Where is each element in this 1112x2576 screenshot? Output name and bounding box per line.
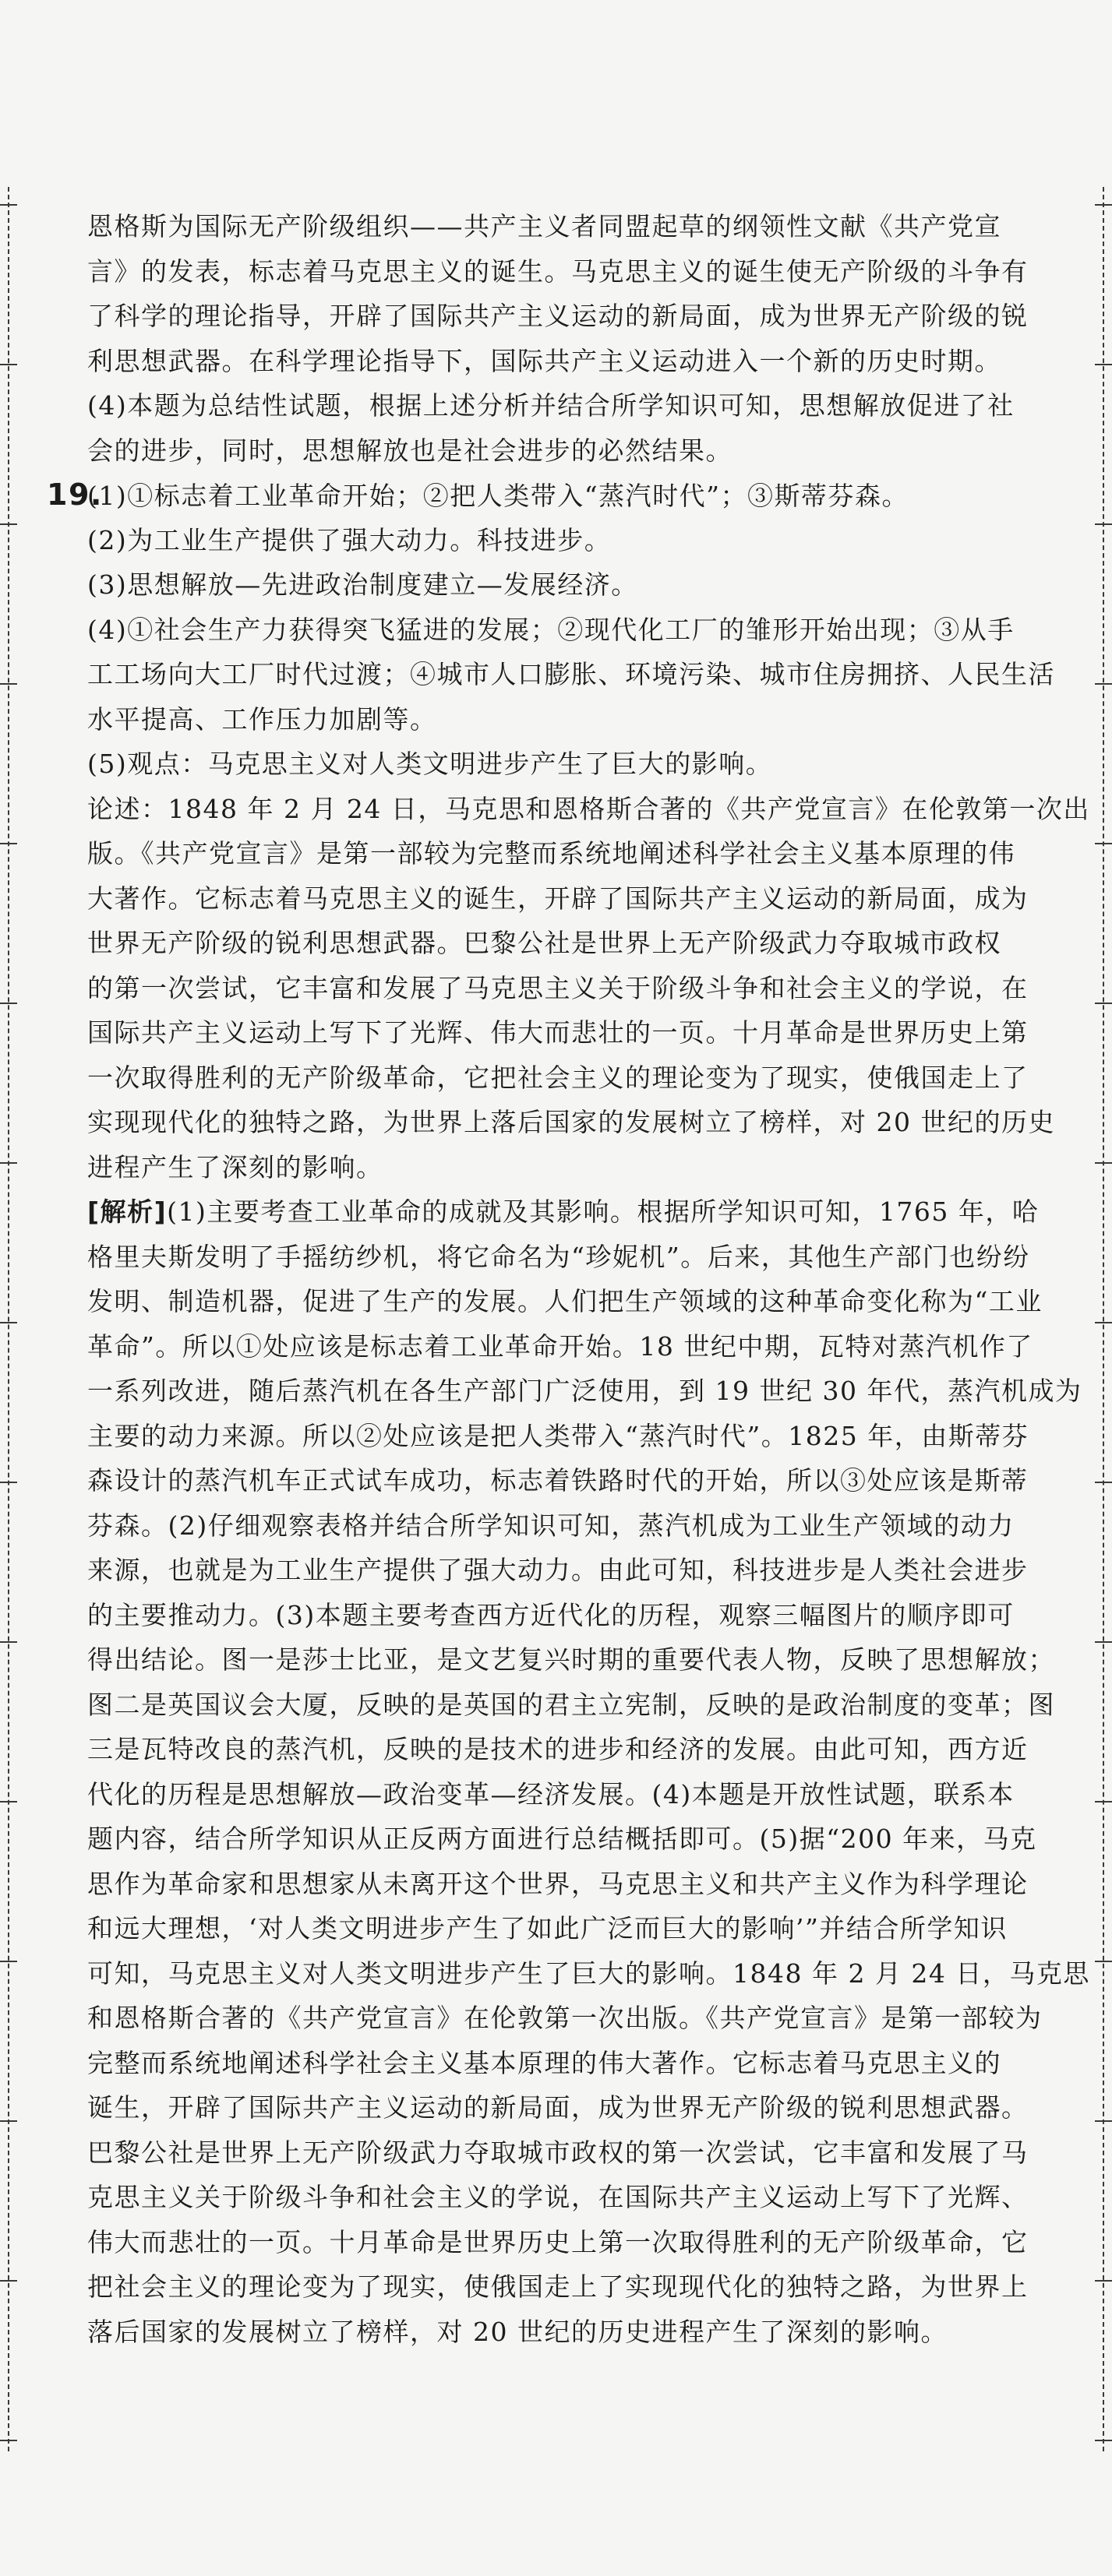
binding-tick [1095, 1482, 1112, 1483]
binding-tick [0, 1162, 17, 1164]
binding-tick [1095, 1322, 1112, 1323]
answer-line: 论述：1848 年 2 月 24 日，马克思和恩格斯合著的《共产党宣言》在伦敦第一次出 [87, 793, 1090, 824]
answer-line: 一次取得胜利的无产阶级革命，它把社会主义的理论变为了现实，使俄国走上了 [87, 1062, 1029, 1093]
binding-tick [0, 364, 17, 365]
analysis-line: 思作为革命家和思想家从未离开这个世界，马克思主义和共产主义作为科学理论 [87, 1868, 1029, 1899]
answer-line: 的第一次尝试，它丰富和发展了马克思主义关于阶级斗争和社会主义的学说，在 [87, 972, 1029, 1003]
answer-line: 进程产生了深刻的影响。 [87, 1151, 383, 1182]
analysis-line: 代化的历程是思想解放—政治变革—经济发展。(4)本题是开放性试题，联系本 [87, 1778, 1015, 1810]
text-line: (4)本题为总结性试题，根据上述分析并结合所学知识可知，思想解放促进了社 [87, 390, 1015, 421]
analysis-line: 图二是英国议会大厦，反映的是英国的君主立宪制，反映的是政治制度的变革；图 [87, 1689, 1055, 1720]
binding-line-left [8, 187, 9, 2451]
answer-line: 实现现代化的独特之路，为世界上落后国家的发展树立了榜样，对 20 世纪的历史 [87, 1107, 1055, 1137]
analysis-line: 把社会主义的理论变为了现实，使俄国走上了实现现代化的独特之路，为世界上 [87, 2271, 1029, 2302]
answer-line: (4)①社会生产力获得突飞猛进的发展；②现代化工厂的雏形开始出现；③从手 [87, 614, 1015, 645]
binding-tick [1095, 364, 1112, 365]
binding-tick [1095, 1961, 1112, 1962]
analysis-line: 巴黎公社是世界上无产阶级武力夺取城市政权的第一次尝试，它丰富和发展了马 [87, 2137, 1029, 2168]
analysis-line: 可知，马克思主义对人类文明进步产生了巨大的影响。1848 年 2 月 24 日，马克思 [87, 1958, 1090, 1989]
analysis-line: 伟大而悲壮的一页。十月革命是世界历史上第一次取得胜利的无产阶级革命，它 [87, 2226, 1029, 2257]
binding-tick [0, 2440, 17, 2441]
binding-tick [1095, 1003, 1112, 1004]
binding-tick [0, 1482, 17, 1483]
analysis-line: 三是瓦特改良的蒸汽机，反映的是技术的进步和经济的发展。由此可知，西方近 [87, 1734, 1029, 1764]
binding-tick [0, 1961, 17, 1962]
binding-tick [0, 1641, 17, 1643]
binding-tick [0, 2120, 17, 2122]
binding-tick [0, 1801, 17, 1802]
analysis-line: 主要的动力来源。所以②处应该是把人类带入“蒸汽时代”。1825 年，由斯蒂芬 [87, 1420, 1029, 1451]
binding-tick [1095, 683, 1112, 685]
analysis-line: (1)主要考查工业革命的成就及其影响。根据所学知识可知，1765 年，哈 [167, 1196, 1040, 1227]
answer-line: (1)①标志着工业革命开始；②把人类带入“蒸汽时代”；③斯蒂芬森。 [87, 481, 909, 511]
analysis-line: 来源，也就是为工业生产提供了强大动力。由此可知，科技进步是人类社会进步 [87, 1555, 1029, 1585]
answer-lines [87, 518, 1093, 1190]
previous-answer-continuation [87, 204, 1093, 473]
answer-line: (3)思想解放—先进政治制度建立—发展经济。 [87, 569, 638, 600]
binding-tick [1095, 1162, 1112, 1164]
answer-line: 国际共产主义运动上写下了光辉、伟大而悲壮的一页。十月革命是世界历史上第 [87, 1017, 1029, 1048]
answer-line: (2)为工业生产提供了强大动力。科技进步。 [87, 524, 612, 555]
text-line: 了科学的理论指导，开辟了国际共产主义运动的新局面，成为世界无产阶级的锐 [87, 301, 1029, 331]
answer-line: 大著作。它标志着马克思主义的诞生，开辟了国际共产主义运动的新局面，成为 [87, 883, 1029, 914]
text-line: 会的进步，同时，思想解放也是社会进步的必然结果。 [87, 435, 733, 466]
binding-tick [1095, 843, 1112, 844]
binding-tick [1095, 2280, 1112, 2282]
answer-line: 世界无产阶级的锐利思想武器。巴黎公社是世界上无产阶级武力夺取城市政权 [87, 928, 1001, 958]
text-line: 言》的发表，标志着马克思主义的诞生。马克思主义的诞生使无产阶级的斗争有 [87, 255, 1029, 287]
binding-line-right [1103, 187, 1104, 2451]
analysis-line: 格里夫斯发明了手摇纺纱机，将它命名为“珍妮机”。后来，其他生产部门也纷纷 [87, 1241, 1030, 1272]
binding-tick [0, 2280, 17, 2282]
analysis-line: 森设计的蒸汽机车正式试车成功，标志着铁路时代的开始，所以③处应该是斯蒂 [87, 1465, 1029, 1496]
analysis-line: 发明、制造机器，促进了生产的发展。人们把生产领域的这种革命变化称为“工业 [87, 1286, 1043, 1316]
binding-tick [0, 843, 17, 844]
answer-line: 版。《共产党宣言》是第一部较为完整而系统地阐述科学社会主义基本原理的伟 [87, 838, 1015, 869]
binding-tick [0, 523, 17, 525]
binding-tick [0, 204, 17, 206]
binding-tick [1095, 2120, 1112, 2122]
text-line: 利思想武器。在科学理论指导下，国际共产主义运动进入一个新的历史时期。 [87, 345, 1001, 376]
binding-tick [0, 683, 17, 685]
analysis-line: 和恩格斯合著的《共产党宣言》在伦敦第一次出版。《共产党宣言》是第一部较为 [87, 2003, 1043, 2033]
answer-line: 水平提高、工作压力加剧等。 [87, 703, 437, 735]
answer-line: 工工场向大工厂时代过渡；④城市人口膨胀、环境污染、城市住房拥挤、人民生活 [87, 659, 1055, 689]
analysis-line: 革命”。所以①处应该是标志着工业革命开始。18 世纪中期，瓦特对蒸汽机作了 [87, 1330, 1033, 1362]
analysis-line: 完整而系统地阐述科学社会主义基本原理的伟大著作。它标志着马克思主义的 [87, 2047, 1001, 2078]
binding-tick [1095, 1641, 1112, 1643]
analysis-line: 芬森。(2)仔细观察表格并结合所学知识可知，蒸汽机成为工业生产领域的动力 [87, 1510, 1015, 1541]
question-number: 19. [47, 477, 103, 512]
binding-tick [1095, 523, 1112, 525]
answer-line: (5)观点：马克思主义对人类文明进步产生了巨大的影响。 [87, 749, 773, 779]
answer-page [47, 204, 1093, 2354]
binding-tick [1095, 204, 1112, 206]
analysis-tag: [解析] [87, 1196, 168, 1227]
analysis-line: 的主要推动力。(3)本题主要考查西方近代化的历程，观察三幅图片的顺序即可 [87, 1599, 1015, 1630]
binding-tick [0, 1003, 17, 1004]
text-line: 恩格斯为国际无产阶级组织——共产主义者同盟起草的纲领性文献《共产党宣 [87, 211, 1001, 241]
question-19 [47, 473, 1093, 2354]
analysis-line: 诞生，开辟了国际共产主义运动的新局面，成为世界无产阶级的锐利思想武器。 [87, 2092, 1029, 2123]
analysis-line: 和远大理想，‘对人类文明进步产生了如此广泛而巨大的影响’”并结合所学知识 [87, 1913, 1008, 1943]
binding-tick [0, 1322, 17, 1323]
analysis-line: 题内容，结合所学知识从正反两方面进行总结概括即可。(5)据“200 年来，马克 [87, 1824, 1037, 1854]
binding-tick [1095, 1801, 1112, 1802]
analysis-lines [87, 1235, 1093, 2355]
analysis-line: 得出结论。图一是莎士比亚，是文艺复兴时期的重要代表人物，反映了思想解放； [87, 1644, 1055, 1675]
binding-tick [1095, 2440, 1112, 2441]
analysis-line: 一系列改进，随后蒸汽机在各生产部门广泛使用，到 19 世纪 30 年代，蒸汽机成为 [87, 1376, 1082, 1406]
analysis-line: 落后国家的发展树立了榜样，对 20 世纪的历史进程产生了深刻的影响。 [87, 2316, 948, 2347]
analysis-line: 克思主义关于阶级斗争和社会主义的学说，在国际共产主义运动上写下了光辉、 [87, 2182, 1029, 2212]
